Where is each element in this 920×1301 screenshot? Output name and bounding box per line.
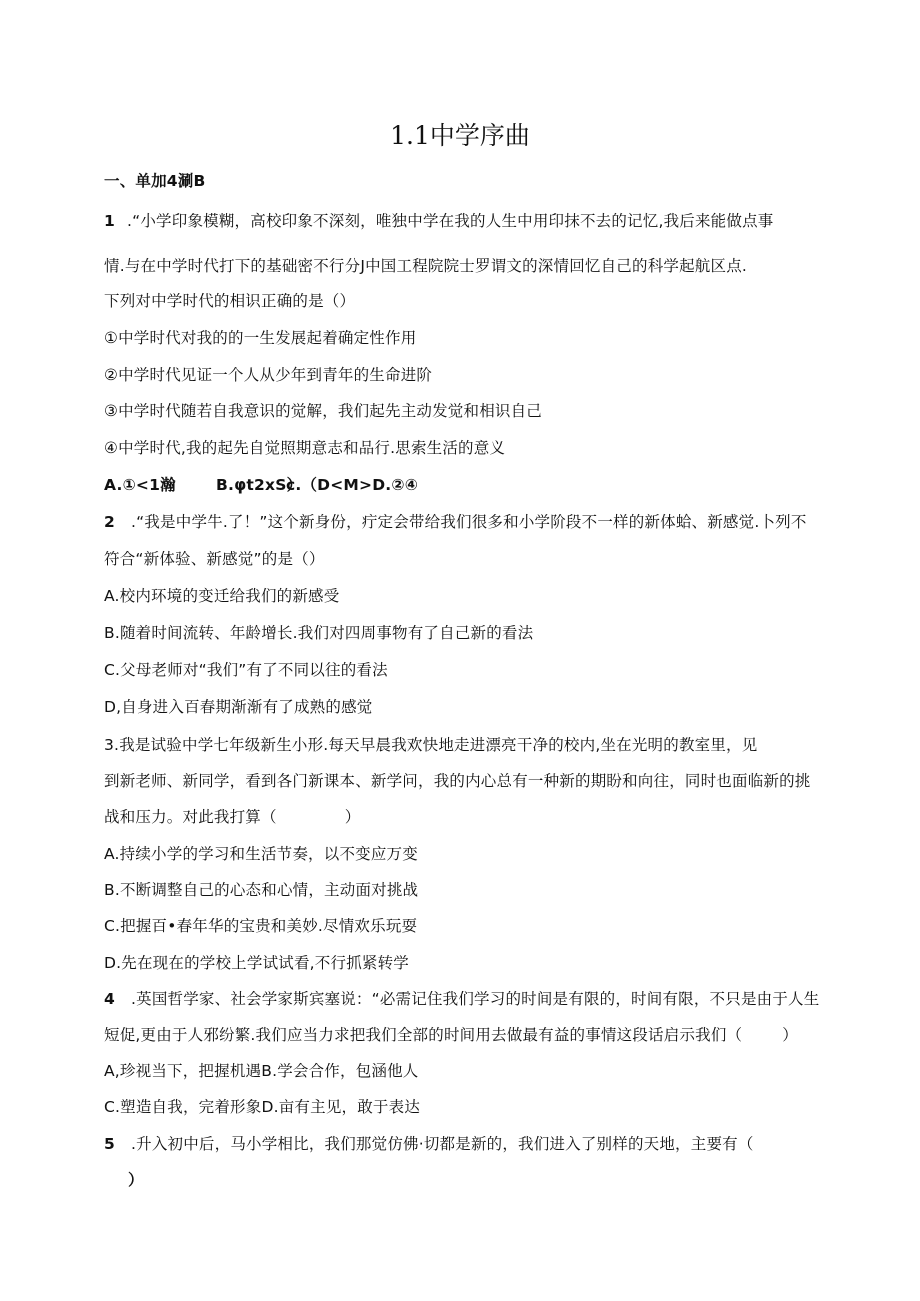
question-3-text-3: 战和压力。对此我打算（ <box>104 808 277 826</box>
question-4-blank-close: ） <box>782 1026 798 1044</box>
question-1-option-b: B.φt2xS） <box>216 476 303 494</box>
question-4-line-1 <box>104 989 819 1009</box>
question-1-statement-4: ④中学时代,我的起先自觉照期意志和品行.思索生活的意义 <box>104 439 506 457</box>
page-title: 1.1中学序曲 <box>390 121 530 150</box>
question-2-number: 2 <box>104 513 115 531</box>
question-1-number: 1 <box>104 212 115 230</box>
question-2-option-d: D,自身进入百春期渐渐有了成熟的感觉 <box>104 698 373 716</box>
question-3-option-d: D.先在现在的学校上学试试看,不行抓紧转学 <box>104 954 409 972</box>
question-2-option-a: A.校内环境的变迁给我们的新感受 <box>104 587 340 605</box>
question-3-option-b: B.不断调整自己的心态和心情，主动面对挑战 <box>104 881 419 899</box>
question-4-text-1: .英国哲学家、社会学家斯宾塞说：“必需记住我们学习的时间是有限的，时间有限，不只是由于人生 <box>131 990 820 1008</box>
question-1-statement-3: ③中学时代随若自我意识的觉解，我们起先主动发觉和相识自己 <box>104 402 542 420</box>
question-2-text-1: .“我是中学牛.了！”这个新身份，疔定会带给我们很多和小学阶段不一样的新体蛤、新感觉.卜列不 <box>131 513 807 531</box>
question-2-option-b: B.随着时间流转、年龄增长.我们对四周事物有了自己新的看法 <box>104 624 534 642</box>
question-3-line-3 <box>104 807 360 827</box>
question-3-line-2: 到新老师、新同学，看到各门新课本、新学问，我的内心总有一种新的期盼和向往，同时也面临新的挑 <box>104 772 811 790</box>
question-4-options-cd: C.塑造自我，完着形象D.亩有主见，敢于表达 <box>104 1098 421 1116</box>
question-4-text-2: 短促,更由于人邪纷繁.我们应当力求把我们全部的时间用去做最有益的事情这段话启示我们（ <box>104 1026 743 1044</box>
question-1-line-3: 下列对中学时代的相识正确的是（） <box>104 292 356 310</box>
question-3-line-1: 3.我是试验中学七年级新生小形.每天早晨我欢快地走进漂亮干净的校内,坐在光明的教室里，见 <box>104 736 758 754</box>
question-3-blank-close: ） <box>344 808 361 826</box>
question-1-text-1: .“小学印象模糊，高校印象不深刻，唯独中学在我的人生中用印抹不去的记忆,我后来能做点事 <box>127 212 774 230</box>
question-1-option-cd: c.（D<M>D.②④ <box>286 476 419 494</box>
question-4-number: 4 <box>104 990 115 1008</box>
question-2-line-2: 符合“新体验、新感觉”的是（） <box>104 550 325 568</box>
question-1-statement-1: ①中学时代对我的的一生发展起着确定性作用 <box>104 329 417 347</box>
question-5-number: 5 <box>104 1135 115 1153</box>
question-5-text-1: .升入初中后，马小学相比，我们那觉仿佛·切都是新的，我们进入了别样的天地，主要有（ <box>131 1135 754 1153</box>
question-1-option-a: A.①<1瀚 <box>104 476 176 494</box>
question-2-option-c: C.父母老师对“我们”有了不同以往的看法 <box>104 661 388 679</box>
question-3-option-a: A.持续小学的学习和生活节奏，以不变应万变 <box>104 845 418 863</box>
question-1-statement-2: ②中学时代见证一个人从少年到青年的生命进阶 <box>104 366 433 384</box>
question-5-line-1 <box>104 1134 754 1154</box>
question-1-line-1 <box>104 211 774 231</box>
question-3-option-c: C.把握百•春年华的宝贵和美妙.尽情欢乐玩耍 <box>104 917 418 935</box>
question-5-blank-close: ） <box>128 1171 144 1189</box>
question-4-line-2 <box>104 1025 798 1045</box>
section-heading: 一、单加4涮B <box>104 172 206 190</box>
question-4-options-ab: A,珍视当下，把握机遇B.学会合作，包涵他人 <box>104 1062 419 1080</box>
question-1-line-2: 情.与在中学时代打下的基础密不行分J中国工程院院士罗谓文的深情回忆自己的科学起航区点. <box>104 257 748 275</box>
question-2-line-1 <box>104 512 807 532</box>
